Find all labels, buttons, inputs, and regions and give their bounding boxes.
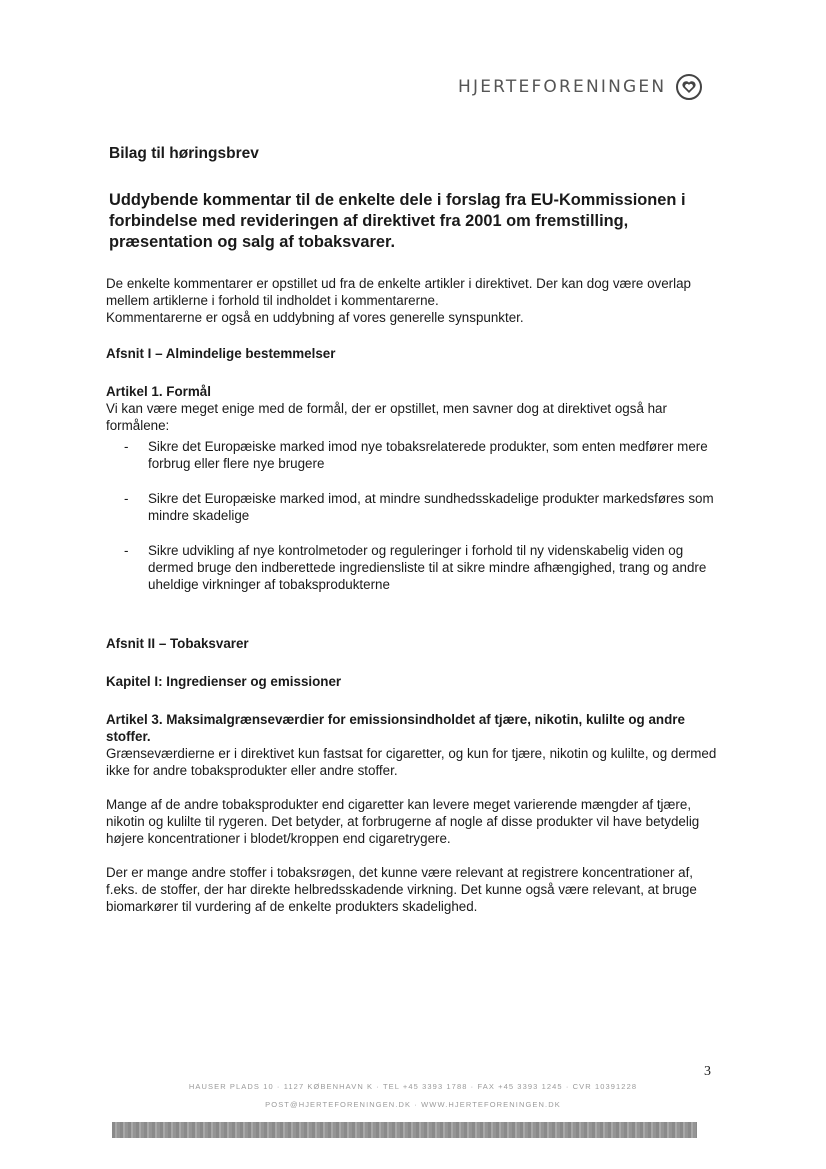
article-3-paragraph: Grænseværdierne er i direktivet kun fastsat for cigaretter, og kun for tjære, nikotin og kulilte, og dermed ikke for andre tobaksprodukter eller andre stoffer. — [106, 746, 717, 778]
intro-paragraph-2: Kommentarerne er også en uddybning af vores generelle synspunkter. — [106, 310, 524, 325]
list-item: - Sikre det Europæiske marked imod nye tobaksrelaterede produkter, som enten medfører mere forbrug eller flere nye brugere — [106, 438, 721, 472]
document-heading: Uddybende kommentar til de enkelte dele i forslag fra EU-Kommissionen i forbindelse med revideringen af direktivet fra 2001 om fremstilling, præsentation og salg af tobaksvarer. — [109, 191, 686, 251]
footer-address: HAUSER PLADS 10 · 1127 KØBENHAVN K · TEL +45 3393 1788 · FAX +45 3393 1245 · CVR 10391228 — [188, 1082, 638, 1091]
footer-bar — [112, 1122, 697, 1138]
footer-contact: POST@HJERTEFORENINGEN.DK · WWW.HJERTEFORENINGEN.DK — [265, 1100, 561, 1109]
heart-emblem-icon — [676, 74, 702, 100]
page-number: 3 — [704, 1064, 711, 1079]
purpose-bullet-list — [106, 438, 721, 593]
list-item: - Sikre det Europæiske marked imod, at mindre sundhedsskadelige produkter markedsføres som mindre skadelige — [106, 490, 721, 524]
article-3-paragraph: Mange af de andre tobaksprodukter end cigaretter kan levere meget varierende mængder af tjære, nikotin og kulilte til rygeren. Det betyder, at forbrugerne af nogle af disse produkter vil have betydelig højere koncentrationer i blodet/kroppen end cigaretrygere. — [106, 797, 700, 846]
organization-logo — [458, 74, 702, 100]
article-1-heading: Artikel 1. Formål — [106, 384, 211, 399]
attachment-title: Bilag til høringsbrev — [109, 145, 259, 162]
logo-wordmark: HJERTEFORENINGEN — [458, 77, 667, 97]
section-heading-1: Afsnit I – Almindelige bestemmelser — [106, 346, 336, 361]
article-1-text: Vi kan være meget enige med de formål, der er opstillet, men savner dog at direktivet også har formålene: — [106, 401, 667, 433]
article-3-heading: Artikel 3. Maksimalgrænseværdier for emissionsindholdet af tjære, nikotin, kulilte og andre stoffer. — [106, 712, 685, 744]
article-3-paragraph: Der er mange andre stoffer i tobaksrøgen, det kunne være relevant at registrere koncentrationer af, f.eks. de stoffer, der har direkte helbredsskadende virkning. Det kunne også være relevant, at bruge biomarkører til vurdering af de enkelte produkters skadelighed. — [106, 865, 697, 914]
chapter-heading: Kapitel I: Ingredienser og emissioner — [106, 674, 342, 689]
document-body — [106, 145, 721, 932]
section-heading-2: Afsnit II – Tobaksvarer — [106, 636, 249, 651]
list-item: - Sikre udvikling af nye kontrolmetoder og reguleringer i forhold til ny videnskabelig viden og dermed bruge den indberettede ingrediensliste til at sikre mindre afhængighed, trang og andre uheldige virkninger af tobaksprodukterne — [106, 542, 721, 593]
intro-paragraph: De enkelte kommentarer er opstillet ud fra de enkelte artikler i direktivet. Der kan dog være overlap mellem artiklerne i forhold til indholdet i kommentarerne. — [106, 276, 691, 308]
